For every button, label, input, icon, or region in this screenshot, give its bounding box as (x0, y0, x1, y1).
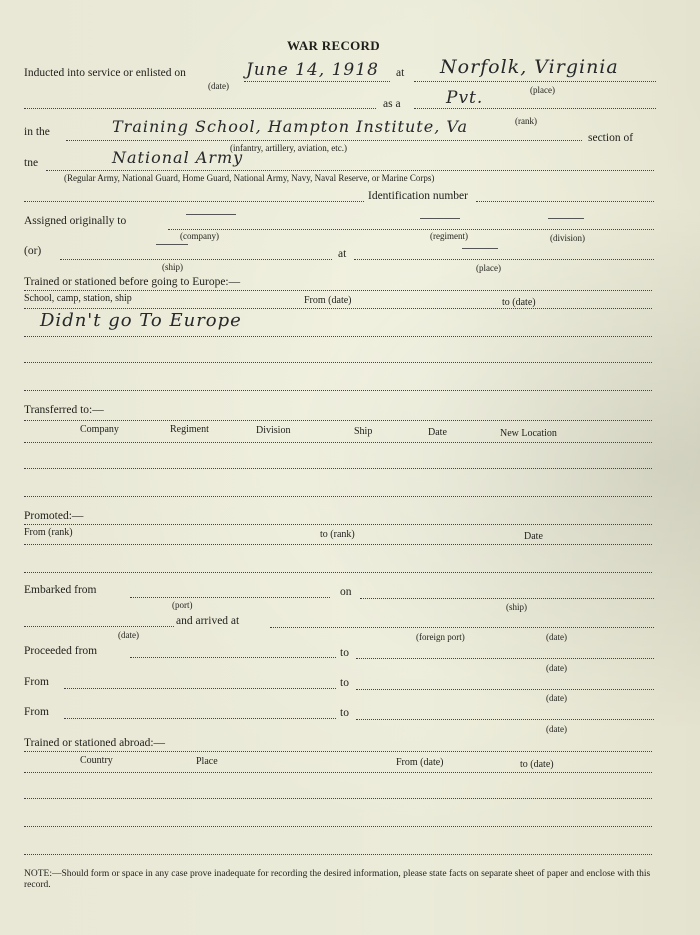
col-abroad-from: From (date) (396, 757, 444, 768)
col-place: Place (196, 756, 218, 767)
proceeded-date-caption: (date) (546, 663, 567, 673)
division-dash (548, 218, 584, 219)
trained-before-heading: Trained or stationed before going to Europe:— (24, 276, 241, 288)
ship-dash (156, 244, 188, 245)
embarked-date-caption: (date) (118, 630, 139, 640)
trained-abroad-row-line (24, 798, 652, 799)
embarked-label: Embarked from (24, 584, 97, 596)
inducted-label: Inducted into service or enlisted on (24, 67, 186, 79)
port-caption: (port) (172, 600, 193, 610)
identification-line (476, 201, 654, 202)
col-country: Country (80, 755, 113, 766)
to-label-1: to (340, 677, 349, 689)
division-caption: (division) (550, 233, 585, 243)
or-label: (or) (24, 245, 42, 257)
col-to-rank: to (rank) (320, 529, 355, 540)
assigned-line (168, 229, 654, 230)
embarked-port-line (130, 597, 330, 598)
col-company: Company (80, 424, 119, 435)
col-school: School, camp, station, ship (24, 293, 132, 304)
place-caption: (place) (530, 85, 555, 95)
in-the-label: in the (24, 126, 50, 138)
transferred-row-line (24, 442, 652, 443)
induction-place-value: Norfolk, Virginia (440, 56, 619, 78)
induction-date-value: June 14, 1918 (246, 60, 379, 80)
trained-abroad-row-line (24, 772, 652, 773)
col-ship: Ship (354, 426, 373, 437)
embarked-ship-line (360, 598, 654, 599)
date-caption: (date) (208, 81, 229, 91)
trained-before-row-line (24, 308, 652, 309)
foreign-port-caption: (foreign port) (416, 632, 465, 642)
trained-before-row-line (24, 336, 652, 337)
at-label: at (396, 67, 405, 79)
place-dash (462, 248, 498, 249)
trained-abroad-heading: Trained or stationed abroad:— (24, 737, 166, 749)
trained-abroad-header-line (24, 751, 652, 752)
company-dash (186, 214, 236, 215)
rank-line (414, 108, 656, 109)
rank-caption: (rank) (515, 116, 537, 126)
embarked-ship-caption: (ship) (506, 602, 527, 612)
promoted-header-line (24, 524, 652, 525)
col-from-rank: From (rank) (24, 527, 73, 538)
col-regiment: Regiment (170, 424, 209, 435)
from-label-2: From (24, 706, 49, 718)
trained-before-entry: Didn't go To Europe (40, 310, 242, 331)
rank-value: Pvt. (446, 88, 484, 108)
ship-line (60, 259, 332, 260)
induction-date-line (244, 81, 390, 82)
transferred-row-line (24, 496, 652, 497)
proceeded-label: Proceeded from (24, 645, 98, 657)
organization-caption: (Regular Army, National Guard, Home Guard, National Army, Navy, Naval Reserve, or Marine Corps) (64, 173, 435, 183)
trained-before-row-line (24, 362, 652, 363)
proceeded-to-line (356, 658, 654, 659)
organization-line (46, 170, 654, 171)
ship-caption: (ship) (162, 262, 183, 272)
embarked-date-line (24, 626, 174, 627)
or-place-line (354, 259, 654, 260)
as-a-label: as a (383, 98, 401, 110)
tne-label: tne (24, 157, 39, 169)
trained-abroad-row-line (24, 854, 652, 855)
promoted-row-line (24, 544, 652, 545)
or-at-label: at (338, 248, 347, 260)
company-caption: (company) (180, 231, 219, 241)
section-caption: (infantry, artillery, aviation, etc.) (230, 143, 348, 153)
trained-before-row-line (24, 390, 652, 391)
section-of-label: section of (588, 132, 634, 144)
arrived-line (270, 627, 654, 628)
from-date-caption-2: (date) (546, 724, 567, 734)
from-date-caption-1: (date) (546, 693, 567, 703)
from-label-1: From (24, 676, 49, 688)
from-line-1 (64, 688, 336, 689)
col-division: Division (256, 425, 291, 436)
induction-place-line (414, 81, 656, 82)
transferred-header-line (24, 420, 652, 421)
regiment-dash (420, 218, 460, 219)
trained-before-header-line (24, 290, 652, 291)
col-to-date: to (date) (502, 297, 536, 308)
col-from-date: From (date) (304, 295, 352, 306)
regiment-caption: (regiment) (430, 231, 468, 241)
from-line-2 (64, 718, 336, 719)
induction-blank-line (24, 108, 376, 109)
col-date: Date (428, 427, 447, 438)
section-value: Training School, Hampton Institute, Va (112, 117, 468, 136)
col-new-location: New Location (500, 428, 557, 439)
identification-blank-line (24, 201, 364, 202)
transferred-heading: Transferred to:— (24, 404, 104, 416)
to-line-1 (356, 689, 654, 690)
promoted-row-line (24, 572, 652, 573)
form-title: WAR RECORD (287, 38, 380, 53)
col-promo-date: Date (524, 531, 543, 542)
col-abroad-to: to (date) (520, 759, 554, 770)
trained-abroad-row-line (24, 826, 652, 827)
to-label-2: to (340, 707, 349, 719)
to-line-2 (356, 719, 654, 720)
assigned-label: Assigned originally to (24, 215, 127, 227)
section-line (66, 140, 582, 141)
promoted-heading: Promoted:— (24, 510, 84, 522)
arrived-label: and arrived at (176, 615, 240, 627)
or-place-caption: (place) (476, 263, 501, 273)
identification-label: Identification number (368, 190, 468, 202)
proceeded-from-line (130, 657, 336, 658)
footnote: NOTE:—Should form or space in any case prove inadequate for recording the desired information, please state facts on separate sheet of paper and enclose with this record. (24, 869, 651, 890)
arrived-date-caption: (date) (546, 632, 567, 642)
organization-value: National Army (112, 148, 244, 167)
transferred-row-line (24, 468, 652, 469)
proceeded-to-label: to (340, 647, 349, 659)
embarked-on-label: on (340, 586, 352, 598)
